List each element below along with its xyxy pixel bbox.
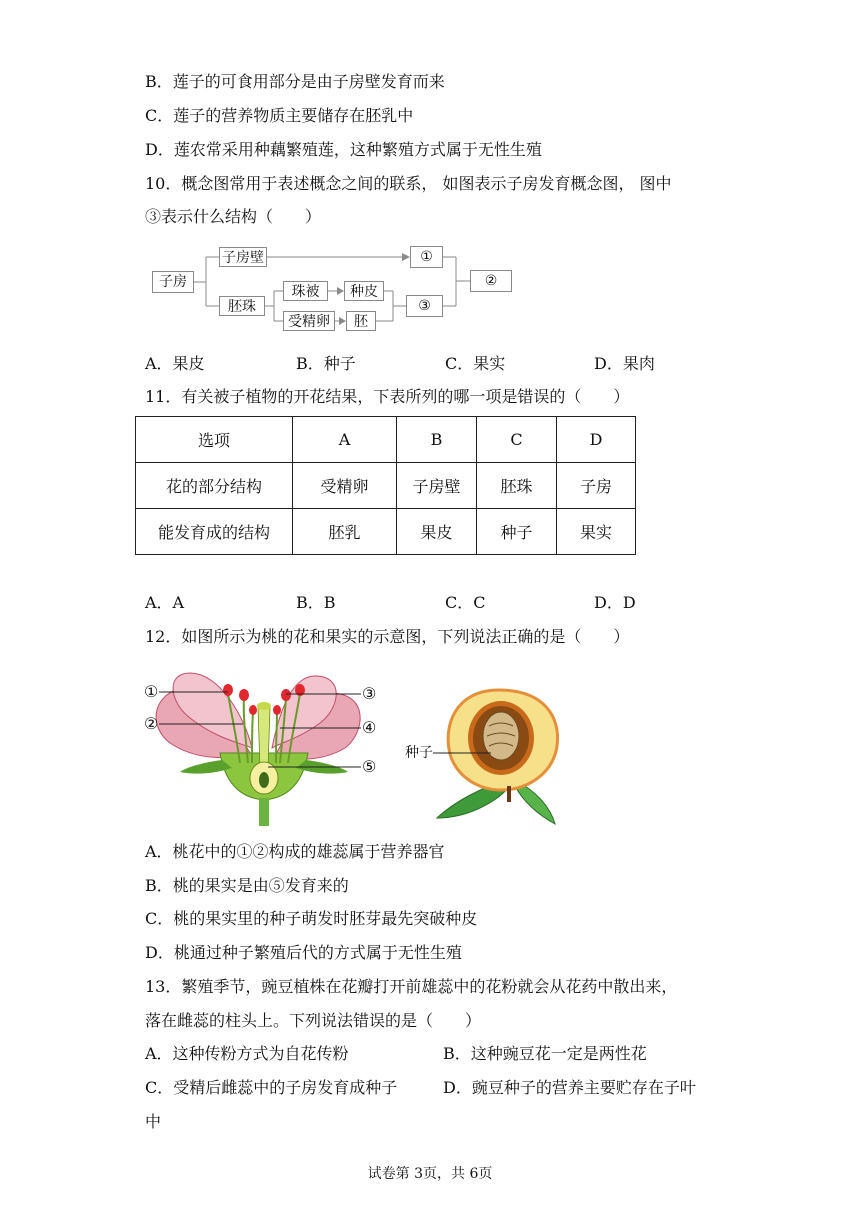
q13-option-d-cont: 中	[145, 1112, 162, 1131]
table-cell: 胚珠	[477, 463, 557, 509]
q12-option-b: B．桃的果实是由⑤发育来的	[145, 876, 349, 895]
table-cell: A	[293, 417, 397, 463]
concept-map	[140, 240, 540, 340]
concept-seed-coat: 种皮	[344, 281, 384, 301]
flower-label-2: ②	[144, 714, 159, 733]
q12-option-a: A．桃花中的①②构成的雄蕊属于营养器官	[145, 842, 445, 861]
table-cell: C	[477, 417, 557, 463]
q13-option-c: C．受精后雌蕊中的子房发育成种子	[145, 1078, 398, 1097]
concept-ovule: 胚珠	[219, 296, 265, 316]
table-cell: B	[397, 417, 477, 463]
concept-ovary-wall: 子房壁	[219, 247, 267, 267]
q10-option-a: A．果皮	[145, 354, 205, 373]
peach-fruit-illustration	[405, 686, 580, 826]
q13-stem: 13．繁殖季节，豌豆植株在花瓣打开前雄蕊中的花粉就会从花药中散出来，	[145, 977, 678, 996]
table-cell: 果皮	[397, 509, 477, 555]
q10-option-b: B．种子	[296, 354, 356, 373]
q10-option-c: C．果实	[445, 354, 506, 373]
table-cell: 胚乳	[293, 509, 397, 555]
concept-embryo: 胚	[346, 311, 376, 331]
peach-flower-drawing	[140, 668, 390, 826]
table-row	[136, 417, 636, 463]
flower-label-5: ⑤	[362, 757, 377, 776]
q10-stem: 10．概念图常用于表述概念之间的联系， 如图表示子房发育概念图， 图中	[145, 174, 672, 193]
q12-option-d: D．桃通过种子繁殖后代的方式属于无性生殖	[145, 943, 462, 962]
flower-label-1: ①	[144, 682, 159, 701]
concept-label-1: ①	[410, 246, 443, 268]
concept-ovary: 子房	[152, 271, 194, 293]
table-cell: 选项	[136, 417, 293, 463]
table-cell: 种子	[477, 509, 557, 555]
q11-stem: 11．有关被子植物的开花结果，下表所列的哪一项是错误的（ ）	[145, 387, 630, 406]
q11-option-d: D．D	[594, 593, 636, 612]
table-cell: 果实	[557, 509, 636, 555]
concept-zygote: 受精卵	[283, 311, 335, 331]
q9-option-b: B．莲子的可食用部分是由子房壁发育而来	[145, 72, 445, 91]
q11-option-c: C．C	[445, 593, 486, 612]
q12-option-c: C．桃的果实里的种子萌发时胚芽最先突破种皮	[145, 909, 478, 928]
page-footer: 试卷第 3页，共 6页	[367, 1166, 493, 1182]
q10-stem-cont: ③表示什么结构（ ）	[145, 207, 322, 226]
concept-label-2: ②	[470, 270, 512, 292]
q10-option-d: D．果肉	[594, 354, 655, 373]
concept-integument: 珠被	[283, 281, 328, 301]
table-cell: 子房	[557, 463, 636, 509]
flower-label-4: ④	[362, 718, 377, 737]
table-cell: 花的部分结构	[136, 463, 293, 509]
q13-option-d: D．豌豆种子的营养主要贮存在子叶	[443, 1078, 696, 1097]
q9-option-d: D．莲农常采用种藕繁殖莲，这种繁殖方式属于无性生殖	[145, 140, 542, 159]
table-row	[136, 463, 636, 509]
flower-label-3: ③	[362, 684, 377, 703]
table-cell: 子房壁	[397, 463, 477, 509]
peach-flower-illustration	[140, 668, 390, 826]
fruit-label-seed: 种子	[405, 745, 433, 761]
table-cell: D	[557, 417, 636, 463]
table-row	[136, 509, 636, 555]
table-cell: 能发育成的结构	[136, 509, 293, 555]
q13-option-b: B．这种豌豆花一定是两性花	[443, 1044, 647, 1063]
concept-label-3: ③	[406, 295, 443, 317]
q9-option-c: C．莲子的营养物质主要储存在胚乳中	[145, 106, 414, 125]
table-cell: 受精卵	[293, 463, 397, 509]
q13-option-a: A．这种传粉方式为自花传粉	[145, 1044, 349, 1063]
q13-stem-cont: 落在雌蕊的柱头上。下列说法错误的是（ ）	[145, 1011, 482, 1030]
q11-option-a: A．A	[145, 593, 185, 612]
q11-option-b: B．B	[296, 593, 336, 612]
q11-table	[135, 416, 636, 555]
q12-stem: 12．如图所示为桃的花和果实的示意图，下列说法正确的是（ ）	[145, 627, 630, 646]
